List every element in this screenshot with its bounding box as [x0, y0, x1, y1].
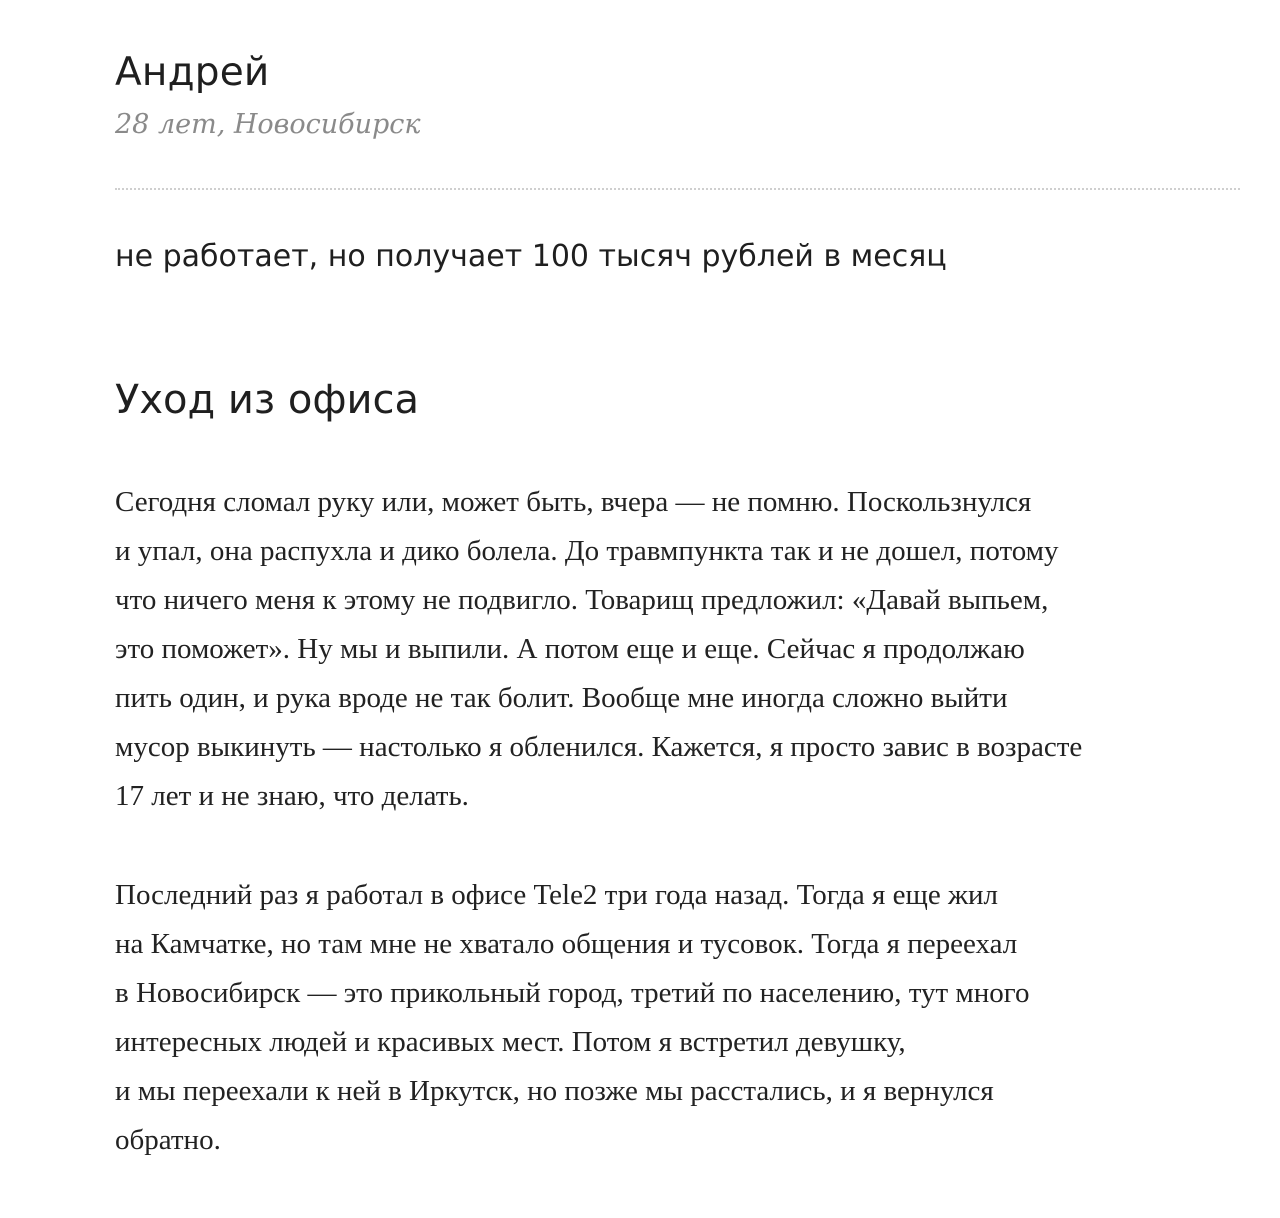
paragraph-line: 17 лет и не знаю, что делать. — [115, 780, 469, 812]
paragraph-line: и упал, она распухла и дико болела. До травмпункта так и не дошел, потому — [115, 535, 1059, 567]
author-meta: 28 лет, Новосибирск — [115, 109, 421, 140]
lead-text: не работает, но получает 100 тысяч рублей в месяц — [115, 239, 947, 274]
paragraph-line: пить один, и рука вроде не так болит. Вообще мне иногда сложно выйти — [115, 682, 1008, 714]
section-title: Уход из офиса — [115, 377, 420, 423]
paragraph-line: Сегодня сломал руку или, может быть, вчера — не помню. Поскользнулся — [115, 486, 1032, 518]
paragraph-line: интересных людей и красивых мест. Потом я встретил девушку, — [115, 1026, 906, 1058]
paragraph-line: в Новосибирск — это прикольный город, третий по населению, тут много — [115, 977, 1030, 1009]
paragraph-line: Последний раз я работал в офисе Tele2 три года назад. Тогда я еще жил — [115, 879, 998, 911]
dotted-divider — [115, 188, 1240, 190]
paragraph-line: что ничего меня к этому не подвигло. Товарищ предложил: «Давай выпьем, — [115, 584, 1049, 616]
paragraph — [115, 871, 1255, 1165]
paragraph — [115, 478, 1255, 821]
author-name: Андрей — [115, 50, 270, 95]
paragraph-line: обратно. — [115, 1124, 221, 1156]
paragraph-line: мусор выкинуть — настолько я обленился. Кажется, я просто завис в возрасте — [115, 731, 1083, 763]
paragraph-line: на Камчатке, но там мне не хватало общения и тусовок. Тогда я переехал — [115, 928, 1018, 960]
paragraph-line: это поможет». Ну мы и выпили. А потом еще и еще. Сейчас я продолжаю — [115, 633, 1025, 665]
paragraph-line: и мы переехали к ней в Иркутск, но позже мы расстались, и я вернулся — [115, 1075, 994, 1107]
